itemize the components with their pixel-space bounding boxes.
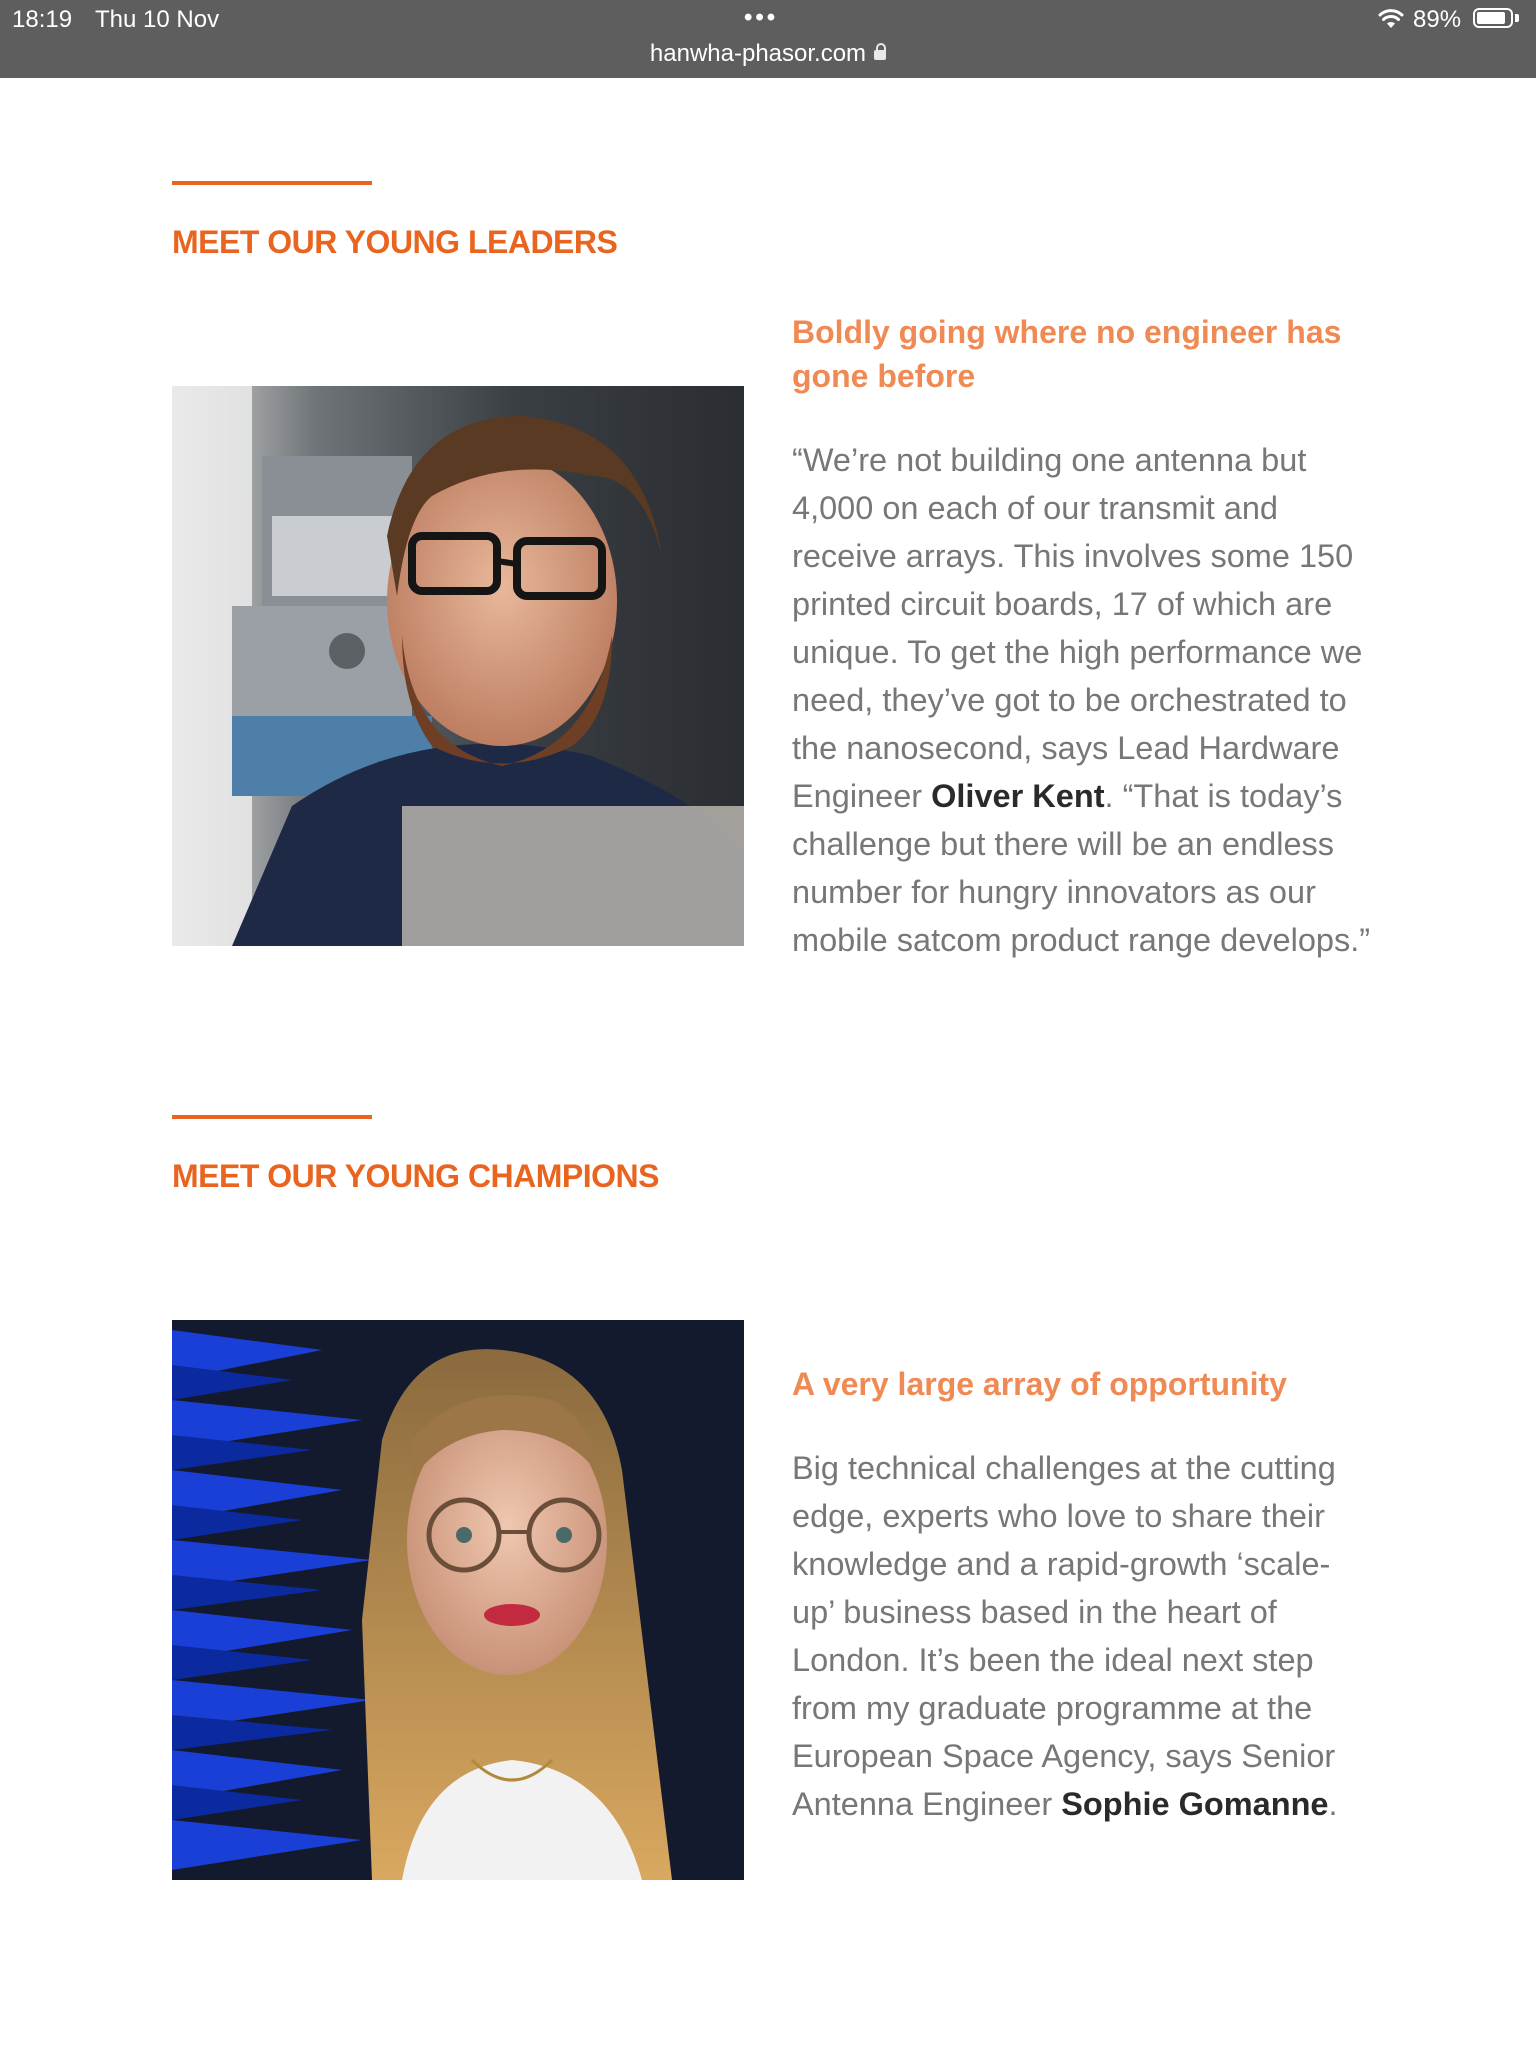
battery-percent: 89% <box>1413 6 1462 33</box>
quote-sophie-gomanne <box>792 1444 1372 1828</box>
section-divider <box>172 1115 372 1119</box>
wifi-icon <box>1378 8 1404 30</box>
battery-level <box>1477 12 1505 24</box>
person-name-sophie-gomanne: Sophie Gomanne <box>1061 1786 1329 1822</box>
photo-oliver-kent <box>172 386 744 946</box>
person-name-oliver-kent: Oliver Kent <box>931 778 1105 814</box>
quote-text: Big technical challenges at the cutting edge, experts who love to share their knowledge and a rapid-growth ‘scale-up’ business based in the heart of London. It’s been the ideal next step from my graduate programme at the European Space Agency, says Senior Antenna Engineer <box>792 1450 1336 1822</box>
subheading-boldly-going: Boldly going where no engineer has gone before <box>792 314 1342 394</box>
battery-icon <box>1473 8 1513 28</box>
quote-oliver-kent <box>792 436 1372 964</box>
more-dots-icon[interactable]: ••• <box>744 4 779 31</box>
lock-icon <box>874 50 886 60</box>
status-bar <box>0 0 1536 78</box>
sophie-portrait-image <box>172 1320 744 1880</box>
quote-text: “We’re not building one antenna but 4,000 on each of our transmit and receive arrays. This involves some 150 printed circuit boards, 17 of which are unique. To get the high performance we need, they’ve got to be orchestrated to the nanosecond, says Lead Hardware Engineer <box>792 442 1363 814</box>
photo-sophie-gomanne <box>172 1320 744 1880</box>
section-divider <box>172 181 372 185</box>
address-bar[interactable] <box>0 40 1536 68</box>
oliver-portrait-image <box>172 386 744 946</box>
battery-tip <box>1515 14 1519 22</box>
section-heading-leaders: MEET OUR YOUNG LEADERS <box>172 224 618 260</box>
quote-text-end: . “That is today’s challenge but there will be an endless number for hungry innovators as our mobile satcom product range develops.” <box>792 778 1371 958</box>
section-heading-champions: MEET OUR YOUNG CHAMPIONS <box>172 1158 659 1194</box>
subheading-large-array: A very large array of opportunity <box>792 1366 1287 1402</box>
url-text: hanwha-phasor.com <box>649 40 867 67</box>
status-date: Thu 10 Nov <box>95 6 220 33</box>
quote-text-end: . <box>1328 1786 1338 1822</box>
status-time: 18:19 <box>12 6 73 33</box>
